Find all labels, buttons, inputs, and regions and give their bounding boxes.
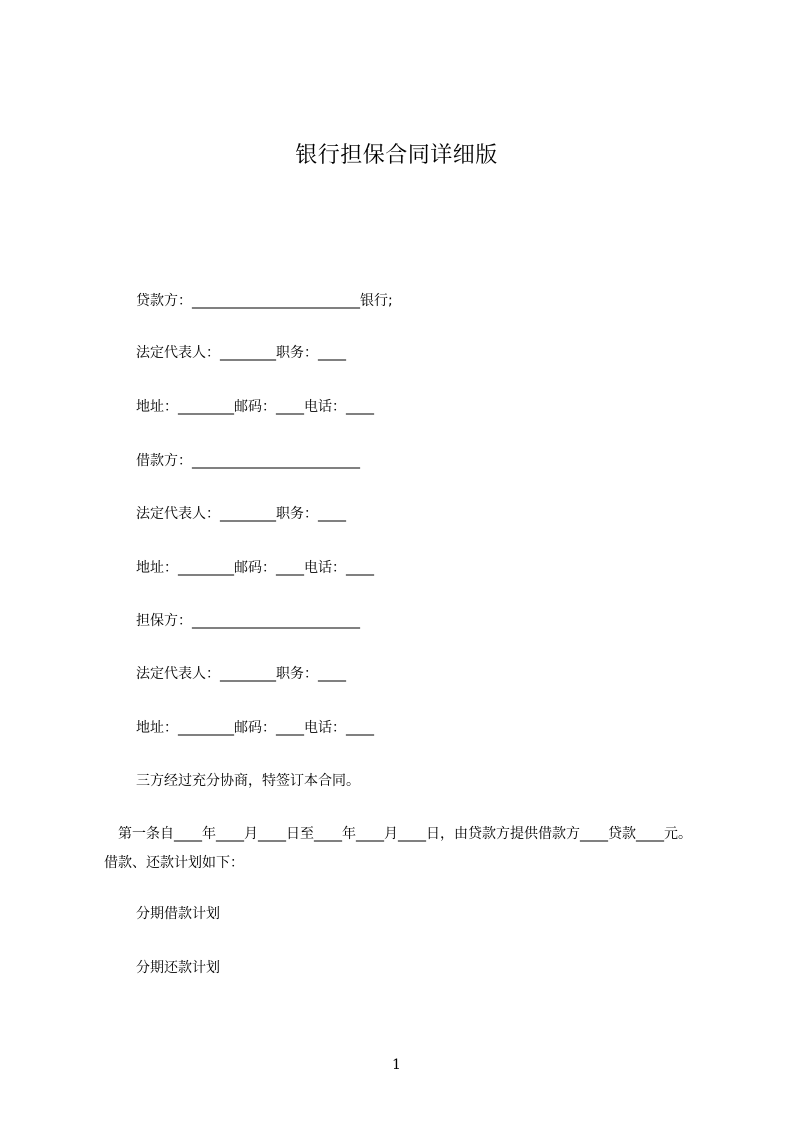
guarantor-line: 担保方：________________________ — [136, 613, 360, 629]
installment-repayment-plan: 分期还款计划 — [136, 960, 220, 976]
document-title: 银行担保合同详细版 — [295, 143, 498, 168]
guarantor-address-line: 地址：________邮码：____电话：____ — [136, 720, 374, 736]
article-one-paragraph: 第一条自____年____月____日至____年____月____日，由贷款方提供借款方____贷款____元。借款、还款计划如下： — [104, 826, 692, 871]
borrower-address-line: 地址：________邮码：____电话：____ — [136, 560, 374, 576]
lender-line: 贷款方：________________________银行; — [136, 293, 393, 309]
installment-borrowing-plan: 分期借款计划 — [136, 906, 220, 922]
lender-representative-line: 法定代表人：________职务：____ — [136, 345, 346, 361]
guarantor-representative-line: 法定代表人：________职务：____ — [136, 666, 346, 682]
page-number: 1 — [392, 1057, 401, 1073]
agreement-statement: 三方经过充分协商，特签订本合同。 — [136, 773, 360, 789]
lender-address-line: 地址：________邮码：____电话：____ — [136, 399, 374, 415]
borrower-line: 借款方：________________________ — [136, 453, 360, 469]
borrower-representative-line: 法定代表人：________职务：____ — [136, 506, 346, 522]
